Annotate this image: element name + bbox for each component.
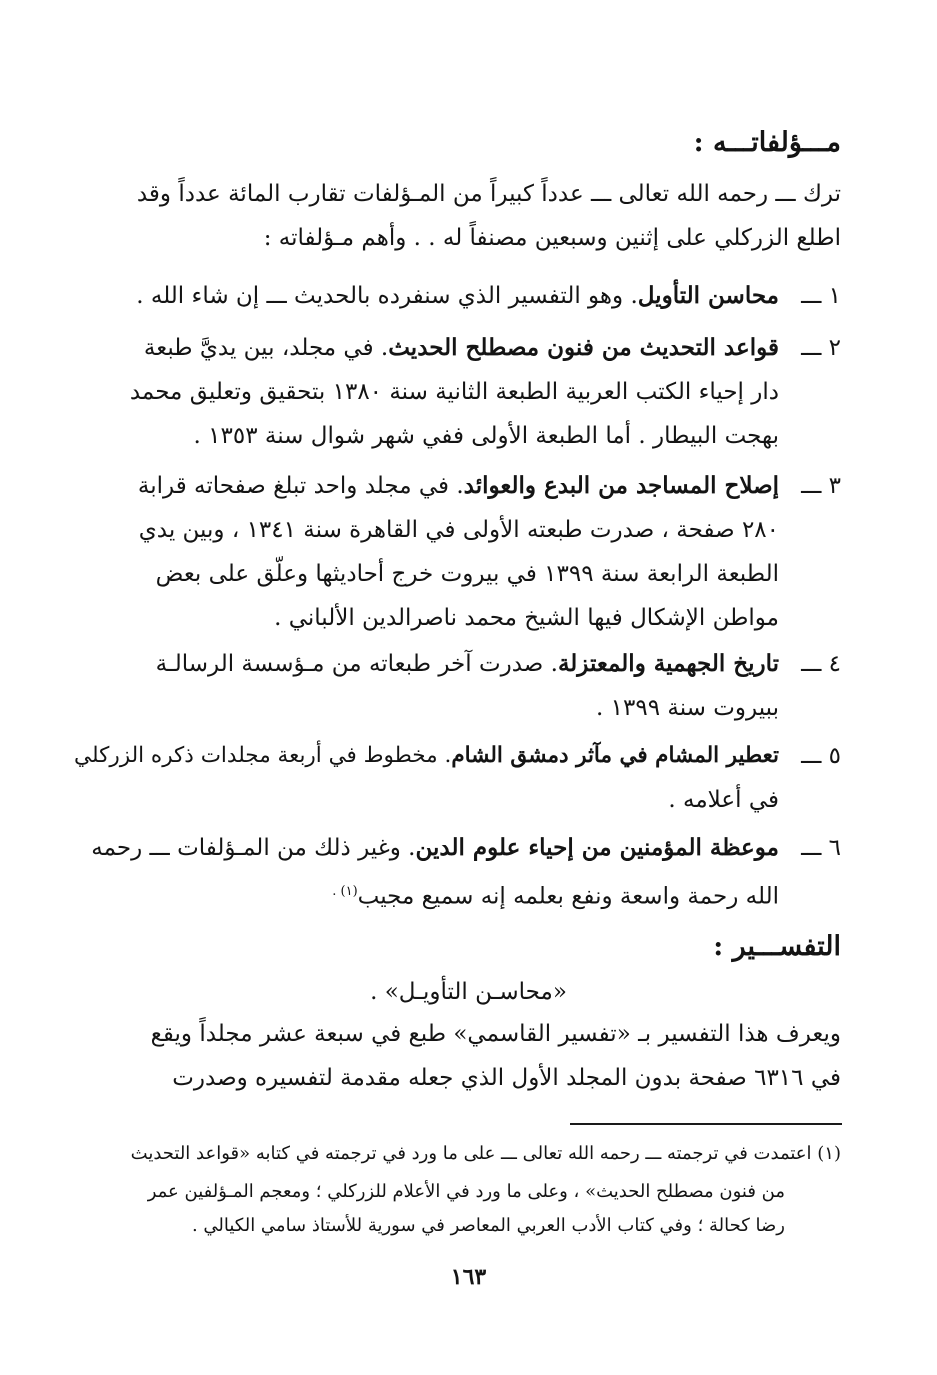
tafsir-line-1: ويعرف هذا التفسير بـ «تفسير القاسمي» طبع في سبعة عشر مجلداً ويقع	[150, 1021, 841, 1047]
work-5-text: . مخطوط في أربعة مجلدات ذكره الزركلي	[74, 743, 452, 768]
work-3-title: إصلاح المساجد من البدع والعوائد	[463, 472, 779, 499]
work-3-line-4: مواطن الإشكال فيها الشيخ محمد ناصرالدين الألباني .	[274, 605, 779, 631]
footnote-marker: (١)	[817, 1143, 841, 1164]
footnote-line-3: رضا كحالة ؛ وفي كتاب الأدب العربي المعاصر في سورية للأستاذ سامي الكيالي .	[191, 1215, 785, 1236]
work-4-title: تاريخ الجهمية والمعتزلة	[557, 650, 779, 677]
footnote-separator	[570, 1123, 842, 1125]
work-5-line-2: في أعلامه .	[668, 787, 779, 813]
work-6-number: ٦ ـــ	[801, 835, 841, 861]
work-3-number: ٣ ـــ	[801, 473, 841, 499]
work-6-text: . وغير ذلك من المـؤلفات ـــ رحمه	[91, 835, 416, 861]
work-6-line-2	[332, 876, 779, 913]
intro-line-1: ترك ـــ رحمه الله تعالى ـــ عدداً كبيراً من المـؤلفات تقارب المائة عدداً وقد	[136, 181, 841, 207]
tafsir-title: «محاسـن التأويـل» .	[370, 979, 567, 1005]
work-3-line-2: ٢٨٠ صفحة ، صدرت طبعته الأولى في القاهرة سنة ١٣٤١ ، وبين يدي	[138, 517, 779, 543]
work-4-number: ٤ ـــ	[801, 651, 841, 677]
work-6-title: موعظة المؤمنين من إحياء علوم الدين	[415, 834, 779, 861]
work-1-line-1	[136, 280, 779, 312]
tafsir-heading: التفســـير :	[713, 931, 841, 962]
work-4-text: . صدرت آخر طبعاته من مـؤسسة الرسالـة	[155, 651, 558, 677]
work-4-line-2: ببيروت سنة ١٣٩٩ .	[596, 695, 779, 721]
footnote-line-1	[131, 1140, 841, 1168]
work-5-title: تعطير المشام في مآثر دمشق الشام	[451, 743, 779, 768]
work-2-line-1	[144, 332, 779, 364]
work-3-line-3: الطبعة الرابعة سنة ١٣٩٩ في بيروت خرج أحاديثها وعلّق على بعض	[155, 561, 779, 587]
work-4-line-1	[156, 648, 779, 680]
footnote-text-1: اعتمدت في ترجمته ـــ رحمه الله تعالى ـــ على ما ورد في ترجمته في كتابه «قواعد التحديث	[130, 1143, 812, 1164]
tafsir-line-2: في ٦٣١٦ صفحة بدون المجلد الأول الذي جعله مقدمة لتفسيره وصدرت	[172, 1065, 841, 1091]
work-2-line-3: بهجت البيطار . أما الطبعة الأولى ففي شهر شوال سنة ١٣٥٣ .	[193, 423, 779, 449]
work-5-line-1	[74, 740, 779, 772]
work-5-number: ٥ ـــ	[801, 743, 841, 769]
footnote-ref: (١) .	[332, 884, 358, 899]
work-1-number: ١ ـــ	[801, 283, 841, 309]
work-3-line-1	[138, 470, 779, 502]
work-6-line-1	[91, 832, 779, 864]
intro-line-2: اطلع الزركلي على إثنين وسبعين مصنفاً له . . وأهم مـؤلفاته :	[263, 225, 841, 251]
work-1-text: . وهو التفسير الذي سنفرده بالحديث ـــ إن شاء الله .	[136, 283, 638, 309]
work-3-text: . في مجلد واحد تبلغ صفحاته قرابة	[137, 473, 464, 499]
work-2-number: ٢ ـــ	[801, 335, 841, 361]
work-2-line-2: دار إحياء الكتب العربية الطبعة الثانية سنة ١٣٨٠ بتحقيق وتعليق محمد	[129, 379, 779, 405]
work-6-closing: الله رحمة واسعة ونفع بعلمه إنه سميع مجيب	[357, 883, 779, 910]
page-number: ١٦٣	[450, 1264, 487, 1290]
works-heading: مـــؤلفاتـــه :	[693, 127, 841, 158]
work-2-text: . في مجلد، بين يديَّ طبعة	[143, 335, 389, 361]
footnote-line-2: من فنون مصطلح الحديث» ، وعلى ما ورد في الأعلام للزركلي ؛ ومعجم المـؤلفين عمر	[147, 1181, 785, 1202]
work-1-title: محاسن التأويل	[637, 282, 779, 309]
work-2-title: قواعد التحديث من فنون مصطلح الحديث	[388, 334, 779, 361]
